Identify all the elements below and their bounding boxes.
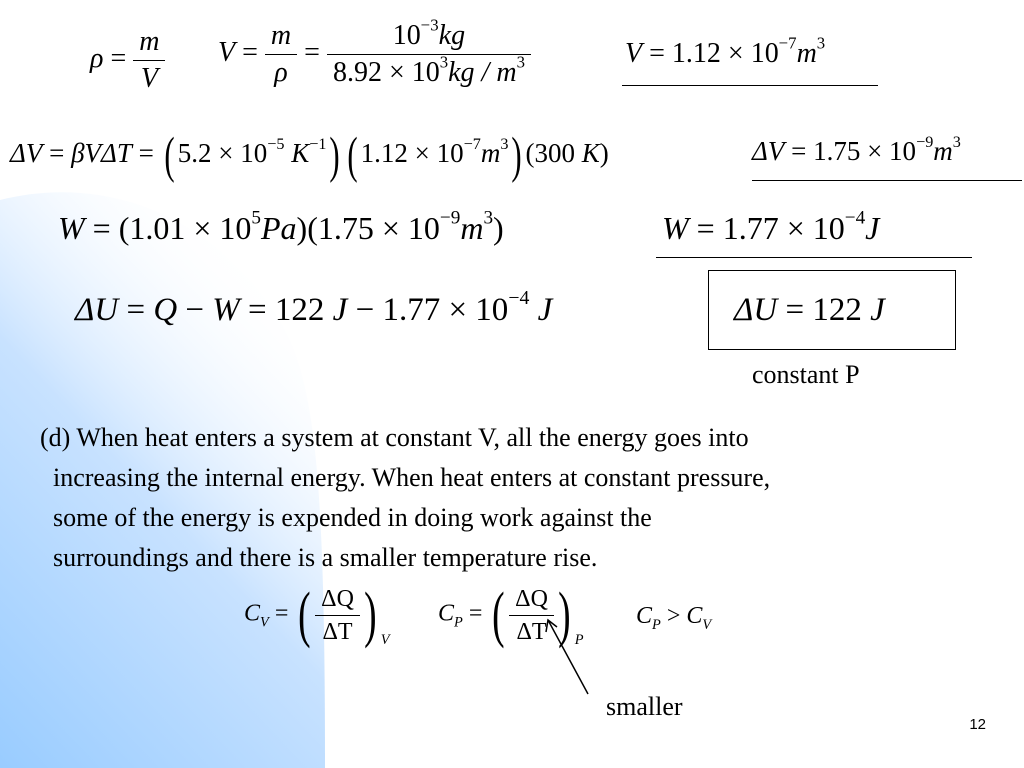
explanation-paragraph xyxy=(40,418,1000,578)
cp-definition: $C_P$ = ( $\frac{\Delta Q}{\Delta T}$ ) $_P$ xyxy=(438,580,584,649)
paragraph-line: some of the energy is expended in doing work against the xyxy=(53,503,652,532)
work-result: $W = 1.77 \times 10^{-4}J$ xyxy=(662,207,880,246)
paragraph-line: increasing the internal energy. When heat enters at constant pressure, xyxy=(53,463,771,492)
work-formula: $W = (1.01 \times 10^5Pa)(1.75 \times 10^{-9}m^3)$ xyxy=(58,207,504,246)
volume-change-underline xyxy=(752,180,1022,181)
cv-definition: $C_V$ = ( $\frac{\Delta Q}{\Delta T}$ ) $_V$ xyxy=(244,580,390,649)
internal-energy-result: ΔU = 122 J xyxy=(734,292,885,328)
density-fraction: $\frac{m}{V}$ xyxy=(133,28,165,93)
paragraph-line: (d) When heat enters a system at constant V, all the energy goes into xyxy=(40,423,749,452)
smaller-label: smaller xyxy=(606,692,683,721)
page-number: 12 xyxy=(969,716,986,733)
volume-numeric-fraction: $\frac{10^{-3}kg}{8.92 \times 10^3kg / m^3}$ xyxy=(327,22,531,87)
volume-result-underline xyxy=(622,85,878,86)
paragraph-line: surroundings and there is a smaller temperature rise. xyxy=(53,543,598,572)
volume-formula: V = $\frac{m}{\rho}$ = $\frac{10^{-3}kg}{8.92 \times 10^3kg / m^3}$ xyxy=(218,22,531,87)
volume-change-formula: ΔV = βVΔT = ( $5.2 \times 10^{-5}$ $K^{-1}$) ( $1.12 \times 10^{-7}m^3$) (300 K) xyxy=(10,127,609,184)
volume-result: $V = 1.12 \times 10^{-7}m^3$ xyxy=(625,33,826,69)
density-formula: ρ = $\frac{m}{V}$ xyxy=(90,28,165,93)
arrow-icon xyxy=(540,612,620,702)
heat-capacity-comparison: $C_P > C_V$ xyxy=(636,603,712,633)
constant-p-label: constant P xyxy=(752,360,860,389)
volume-change-result: $\Delta V = 1.75 \times 10^{-9}m^3$ xyxy=(752,133,961,166)
work-result-underline xyxy=(656,257,972,258)
internal-energy-formula: ΔU = Q − W = 122 $J - 1.77 \times 10^{-4}$ J xyxy=(75,287,553,328)
